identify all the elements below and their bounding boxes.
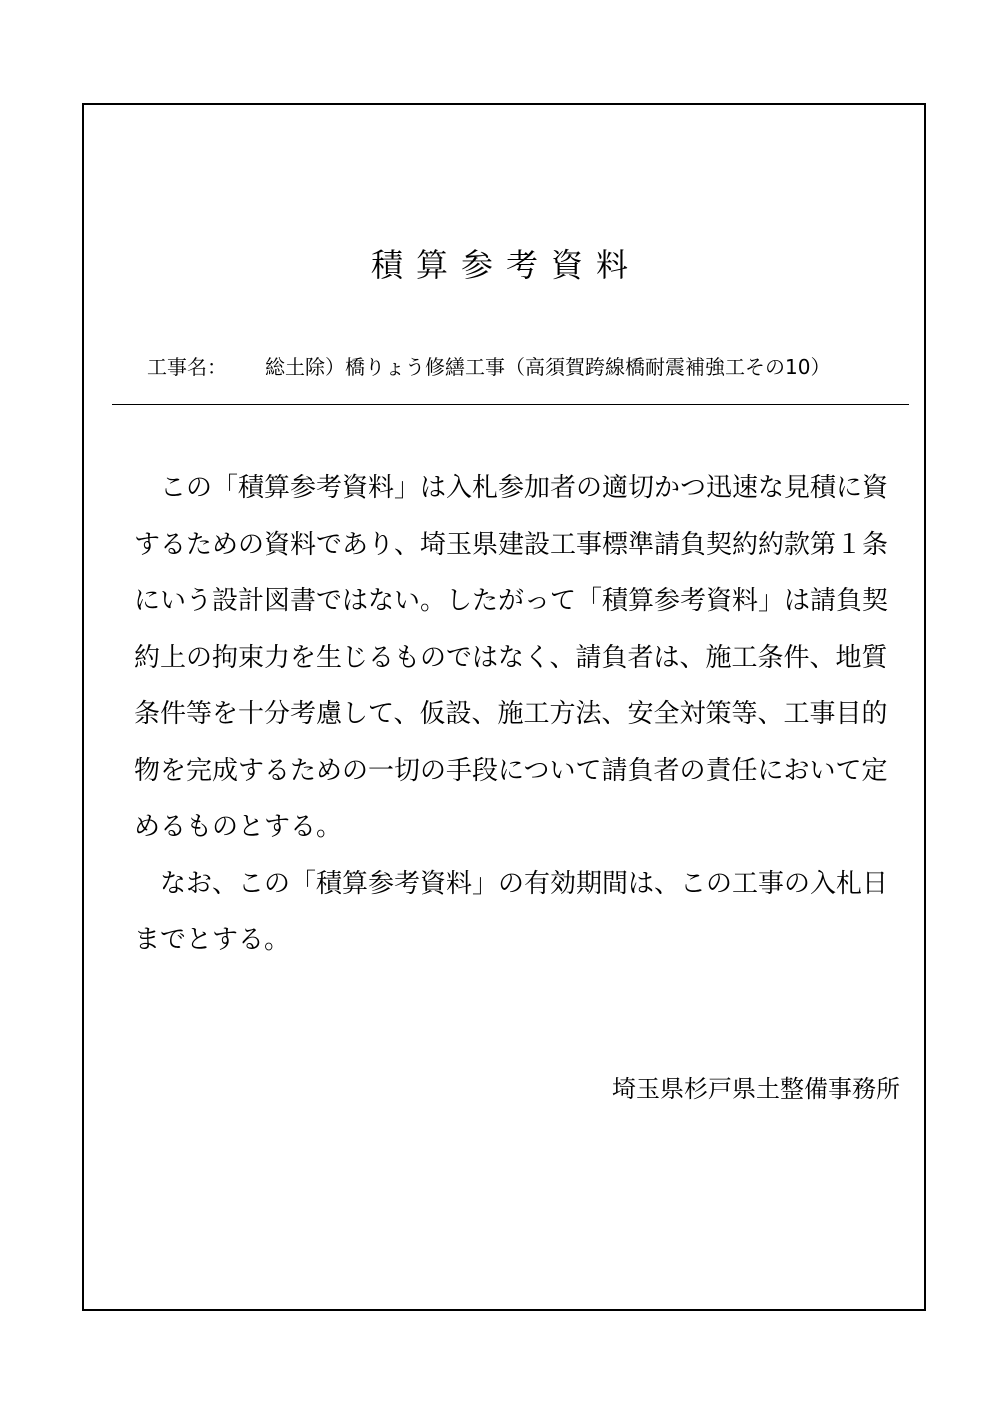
body-paragraph-1: この「積算参考資料」は入札参加者の適切かつ迅速な見積に資するための資料であり、埼玉県建設工事標準請負契約約款第１条にいう設計図書ではない。したがって「積算参考資料」は請負契約上の拘束力を生じるものではなく、請負者は、施工条件、地質条件等を十分考慮して、仮設、施工方法、安全対策等、工事目的物を完成するための一切の手段について請負者の責任において定めるものとする。 [134,473,889,842]
project-name: 総土除）橋りょう修繕工事（高須賀跨線橋耐震補強工その10） [265,355,831,379]
issuer-name: 埼玉県杉戸県土整備事務所 [612,1075,900,1103]
document-frame [82,103,926,1311]
document-title: 積算参考資料 [370,246,641,284]
body-paragraph-2: なお、この「積算参考資料」の有効期間は、この工事の入札日までとする。 [134,868,889,955]
divider-line [112,404,909,405]
project-label: 工事名： [147,355,227,379]
project-line [147,353,830,381]
document-body [134,460,909,969]
